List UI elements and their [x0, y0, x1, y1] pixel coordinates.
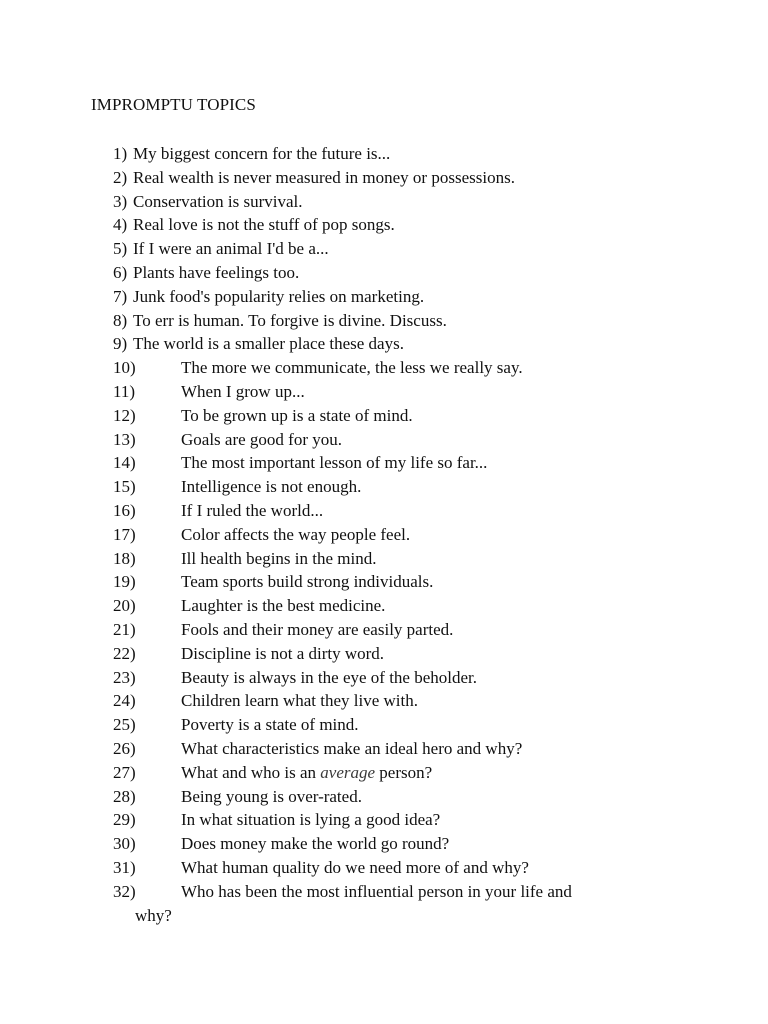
- item-number: 13): [113, 429, 136, 449]
- item-text: Real wealth is never measured in money or possessions.: [133, 167, 515, 187]
- item-number: 27): [113, 762, 136, 782]
- list-item: [0, 547, 768, 571]
- item-text: Conservation is survival.: [133, 191, 303, 211]
- list-item: [0, 761, 768, 785]
- item-number: 23): [113, 667, 136, 687]
- list-item: [0, 237, 768, 261]
- list-item: [0, 356, 768, 380]
- item-text: Plants have feelings too.: [133, 262, 300, 282]
- item-number: 22): [113, 643, 136, 663]
- item-text: To err is human. To forgive is divine. Discuss.: [133, 310, 447, 330]
- item-text: What human quality do we need more of and why?: [181, 857, 529, 877]
- italic-emphasis: average: [320, 762, 376, 782]
- list-item: [0, 880, 768, 928]
- item-number: 4): [113, 215, 128, 235]
- list-item: [0, 451, 768, 475]
- item-text: Fools and their money are easily parted.: [181, 619, 454, 639]
- item-text: Color affects the way people feel.: [181, 524, 411, 544]
- list-item: [0, 808, 768, 832]
- item-text-before: What and who is an: [181, 762, 317, 782]
- document-title: IMPROMPTU TOPICS: [91, 95, 256, 114]
- list-item: [0, 428, 768, 452]
- item-text: The world is a smaller place these days.: [133, 334, 404, 354]
- list-item: [0, 523, 768, 547]
- item-text: Laughter is the best medicine.: [181, 596, 386, 616]
- item-text: Being young is over-rated.: [181, 786, 362, 806]
- item-number: 2): [113, 167, 128, 187]
- item-text: Real love is not the stuff of pop songs.: [133, 215, 395, 235]
- list-item: [0, 856, 768, 880]
- list-item: [0, 713, 768, 737]
- item-number: 8): [113, 310, 128, 330]
- item-number: 19): [113, 572, 136, 592]
- item-number: 9): [113, 334, 128, 354]
- item-text: Beauty is always in the eye of the beholder.: [181, 667, 477, 687]
- item-number: 26): [113, 738, 136, 758]
- item-text: If I were an animal I'd be a...: [133, 239, 329, 259]
- item-text: Intelligence is not enough.: [181, 477, 362, 497]
- list-item: [0, 570, 768, 594]
- item-number: 1): [113, 144, 128, 163]
- item-text: When I grow up...: [181, 381, 305, 401]
- item-text: Poverty is a state of mind.: [181, 715, 359, 735]
- item-number: 14): [113, 453, 136, 473]
- item-number: 20): [113, 596, 136, 616]
- item-number: 3): [113, 191, 128, 211]
- item-number: 10): [113, 358, 136, 378]
- list-item: [0, 689, 768, 713]
- item-text: My biggest concern for the future is...: [133, 144, 391, 163]
- item-text: What characteristics make an ideal hero and why?: [181, 738, 523, 758]
- item-number: 6): [113, 262, 128, 282]
- item-number: 17): [113, 524, 136, 544]
- item-number: 31): [113, 857, 136, 877]
- list-item: [0, 737, 768, 761]
- item-number: 25): [113, 715, 136, 735]
- item-number: 15): [113, 477, 136, 497]
- list-item: [0, 499, 768, 523]
- item-text: To be grown up is a state of mind.: [181, 405, 413, 425]
- list-item: [0, 261, 768, 285]
- item-text: Children learn what they live with.: [181, 691, 418, 711]
- item-text: The most important lesson of my life so far...: [181, 453, 488, 473]
- item-number: 11): [113, 381, 136, 401]
- list-item: [0, 475, 768, 499]
- item-text: In what situation is lying a good idea?: [181, 810, 441, 830]
- item-text: Ill health begins in the mind.: [181, 548, 377, 568]
- item-text: Goals are good for you.: [181, 429, 342, 449]
- list-item: [0, 285, 768, 309]
- list-item: [0, 166, 768, 190]
- item-number: 18): [113, 548, 136, 568]
- list-item: [0, 332, 768, 356]
- item-number: 30): [113, 834, 136, 854]
- list-item: [0, 642, 768, 666]
- list-item: [0, 666, 768, 690]
- item-text: Who has been the most influential person in your life and: [181, 881, 572, 901]
- list-item: [0, 785, 768, 809]
- item-number: 12): [113, 405, 136, 425]
- topic-list: [0, 142, 768, 927]
- item-number: 21): [113, 619, 136, 639]
- list-item: [0, 213, 768, 237]
- item-text: [181, 761, 432, 785]
- item-text-after: person?: [379, 762, 433, 782]
- list-item: [0, 594, 768, 618]
- list-item: [0, 380, 768, 404]
- item-text-continuation: why?: [135, 905, 172, 925]
- item-text: Team sports build strong individuals.: [181, 572, 434, 592]
- list-item: [0, 309, 768, 333]
- list-item: [0, 618, 768, 642]
- list-item: [0, 832, 768, 856]
- item-number: 5): [113, 239, 128, 259]
- list-item: [0, 142, 768, 166]
- item-number: 7): [113, 286, 128, 306]
- item-text: Discipline is not a dirty word.: [181, 643, 385, 663]
- item-text: Junk food's popularity relies on marketing.: [133, 286, 425, 306]
- item-number: 32): [113, 881, 136, 901]
- item-number: 29): [113, 810, 136, 830]
- item-number: 24): [113, 691, 136, 711]
- item-text: The more we communicate, the less we really say.: [181, 358, 523, 378]
- item-text: Does money make the world go round?: [181, 834, 450, 854]
- list-item: [0, 404, 768, 428]
- item-number: 28): [113, 786, 136, 806]
- list-item: [0, 190, 768, 214]
- item-text: If I ruled the world...: [181, 500, 324, 520]
- item-number: 16): [113, 500, 136, 520]
